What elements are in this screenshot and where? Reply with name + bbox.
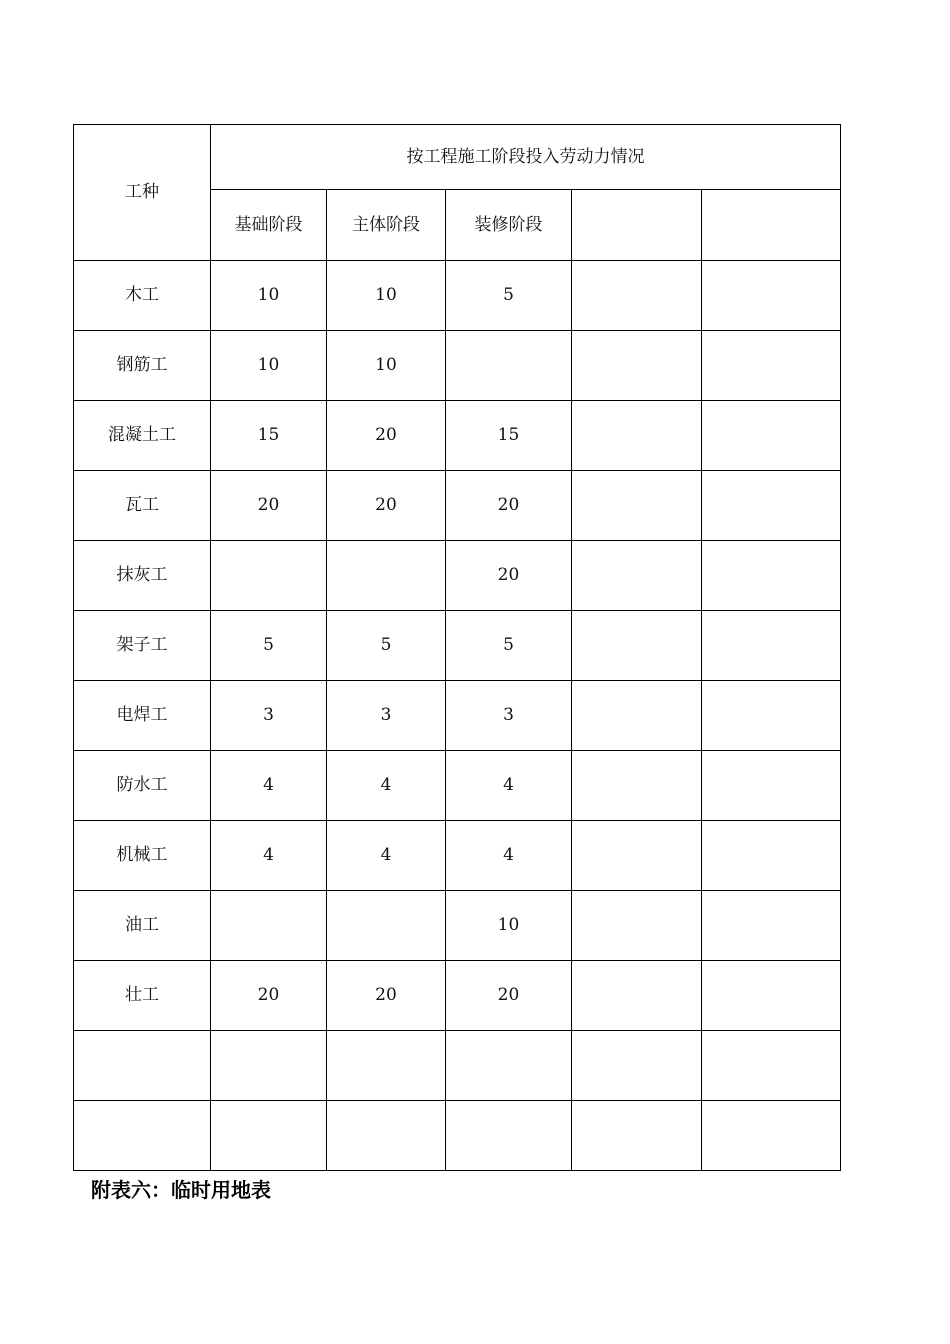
worker-count-cell bbox=[572, 401, 702, 471]
worker-count-cell: 5 bbox=[211, 611, 327, 681]
worker-count-cell bbox=[702, 1031, 841, 1101]
stage-group-header: 按工程施工阶段投入劳动力情况 bbox=[211, 125, 841, 190]
worker-count-cell bbox=[702, 331, 841, 401]
worker-count-cell: 20 bbox=[211, 961, 327, 1031]
labor-force-table bbox=[73, 124, 841, 1171]
worker-count-cell: 4 bbox=[211, 751, 327, 821]
trade-name-cell bbox=[74, 1101, 211, 1171]
worker-count-cell: 3 bbox=[446, 681, 572, 751]
worker-count-cell bbox=[702, 611, 841, 681]
worker-count-cell: 20 bbox=[327, 961, 446, 1031]
worker-count-cell bbox=[702, 891, 841, 961]
trade-name-cell: 混凝土工 bbox=[74, 401, 211, 471]
worker-count-cell bbox=[702, 471, 841, 541]
table-row bbox=[74, 1031, 841, 1101]
worker-count-cell bbox=[572, 611, 702, 681]
worker-count-cell: 20 bbox=[446, 471, 572, 541]
worker-count-cell bbox=[702, 681, 841, 751]
table-row bbox=[74, 681, 841, 751]
trade-name-cell: 油工 bbox=[74, 891, 211, 961]
worker-count-cell: 20 bbox=[327, 401, 446, 471]
worker-count-cell: 4 bbox=[211, 821, 327, 891]
worker-count-cell bbox=[702, 401, 841, 471]
worker-count-cell: 20 bbox=[211, 471, 327, 541]
worker-count-cell bbox=[572, 751, 702, 821]
worker-count-cell bbox=[572, 1101, 702, 1171]
worker-count-cell: 15 bbox=[446, 401, 572, 471]
worker-count-cell bbox=[702, 961, 841, 1031]
worker-count-cell: 4 bbox=[327, 821, 446, 891]
table-row bbox=[74, 1101, 841, 1171]
worker-count-cell bbox=[572, 1031, 702, 1101]
table-row bbox=[74, 611, 841, 681]
stage-header-foundation: 基础阶段 bbox=[211, 190, 327, 261]
worker-count-cell bbox=[211, 891, 327, 961]
worker-count-cell: 10 bbox=[211, 261, 327, 331]
worker-count-cell bbox=[211, 1031, 327, 1101]
trade-name-cell: 机械工 bbox=[74, 821, 211, 891]
table-row bbox=[74, 261, 841, 331]
worker-count-cell: 4 bbox=[446, 821, 572, 891]
worker-count-cell: 5 bbox=[327, 611, 446, 681]
trade-name-cell: 木工 bbox=[74, 261, 211, 331]
trade-name-cell bbox=[74, 1031, 211, 1101]
trade-name-cell: 壮工 bbox=[74, 961, 211, 1031]
worker-count-cell bbox=[572, 331, 702, 401]
worker-count-cell bbox=[572, 261, 702, 331]
worker-count-cell bbox=[572, 961, 702, 1031]
worker-count-cell bbox=[702, 751, 841, 821]
table-row bbox=[74, 751, 841, 821]
worker-count-cell: 3 bbox=[327, 681, 446, 751]
worker-count-cell bbox=[446, 331, 572, 401]
worker-count-cell bbox=[572, 471, 702, 541]
worker-count-cell bbox=[446, 1031, 572, 1101]
worker-count-cell bbox=[702, 261, 841, 331]
trade-name-cell: 钢筋工 bbox=[74, 331, 211, 401]
worker-count-cell: 10 bbox=[327, 261, 446, 331]
worker-count-cell bbox=[572, 891, 702, 961]
trade-name-cell: 架子工 bbox=[74, 611, 211, 681]
worker-count-cell bbox=[702, 541, 841, 611]
worker-count-cell bbox=[572, 821, 702, 891]
worker-count-cell: 20 bbox=[327, 471, 446, 541]
worker-count-cell: 20 bbox=[446, 541, 572, 611]
worker-count-cell bbox=[446, 1101, 572, 1171]
worker-count-cell: 10 bbox=[211, 331, 327, 401]
worker-count-cell: 4 bbox=[446, 751, 572, 821]
table-caption: 附表六：临时用地表 bbox=[91, 1178, 271, 1202]
trade-name-cell: 抹灰工 bbox=[74, 541, 211, 611]
stage-header-blank-2 bbox=[702, 190, 841, 261]
worker-count-cell: 5 bbox=[446, 611, 572, 681]
trade-name-cell: 瓦工 bbox=[74, 471, 211, 541]
worker-count-cell: 4 bbox=[327, 751, 446, 821]
worker-count-cell bbox=[211, 1101, 327, 1171]
worker-count-cell: 10 bbox=[446, 891, 572, 961]
table-row bbox=[74, 331, 841, 401]
table-body bbox=[74, 125, 841, 1171]
table-row bbox=[74, 541, 841, 611]
worker-count-cell bbox=[327, 541, 446, 611]
stage-header-main-structure: 主体阶段 bbox=[327, 190, 446, 261]
worker-count-cell bbox=[702, 1101, 841, 1171]
worker-count-cell bbox=[572, 681, 702, 751]
worker-count-cell bbox=[327, 1101, 446, 1171]
table-row bbox=[74, 401, 841, 471]
worker-count-cell bbox=[327, 1031, 446, 1101]
stage-header-blank-1 bbox=[572, 190, 702, 261]
worker-count-cell: 15 bbox=[211, 401, 327, 471]
table-row bbox=[74, 821, 841, 891]
worker-count-cell bbox=[572, 541, 702, 611]
worker-count-cell bbox=[327, 891, 446, 961]
worker-count-cell: 20 bbox=[446, 961, 572, 1031]
trade-name-cell: 电焊工 bbox=[74, 681, 211, 751]
table-row bbox=[74, 471, 841, 541]
header-row-1 bbox=[74, 125, 841, 190]
worker-count-cell: 3 bbox=[211, 681, 327, 751]
trade-header: 工种 bbox=[74, 125, 211, 261]
stage-header-decoration: 装修阶段 bbox=[446, 190, 572, 261]
worker-count-cell: 10 bbox=[327, 331, 446, 401]
table-row bbox=[74, 961, 841, 1031]
worker-count-cell bbox=[702, 821, 841, 891]
table-row bbox=[74, 891, 841, 961]
trade-name-cell: 防水工 bbox=[74, 751, 211, 821]
worker-count-cell: 5 bbox=[446, 261, 572, 331]
worker-count-cell bbox=[211, 541, 327, 611]
